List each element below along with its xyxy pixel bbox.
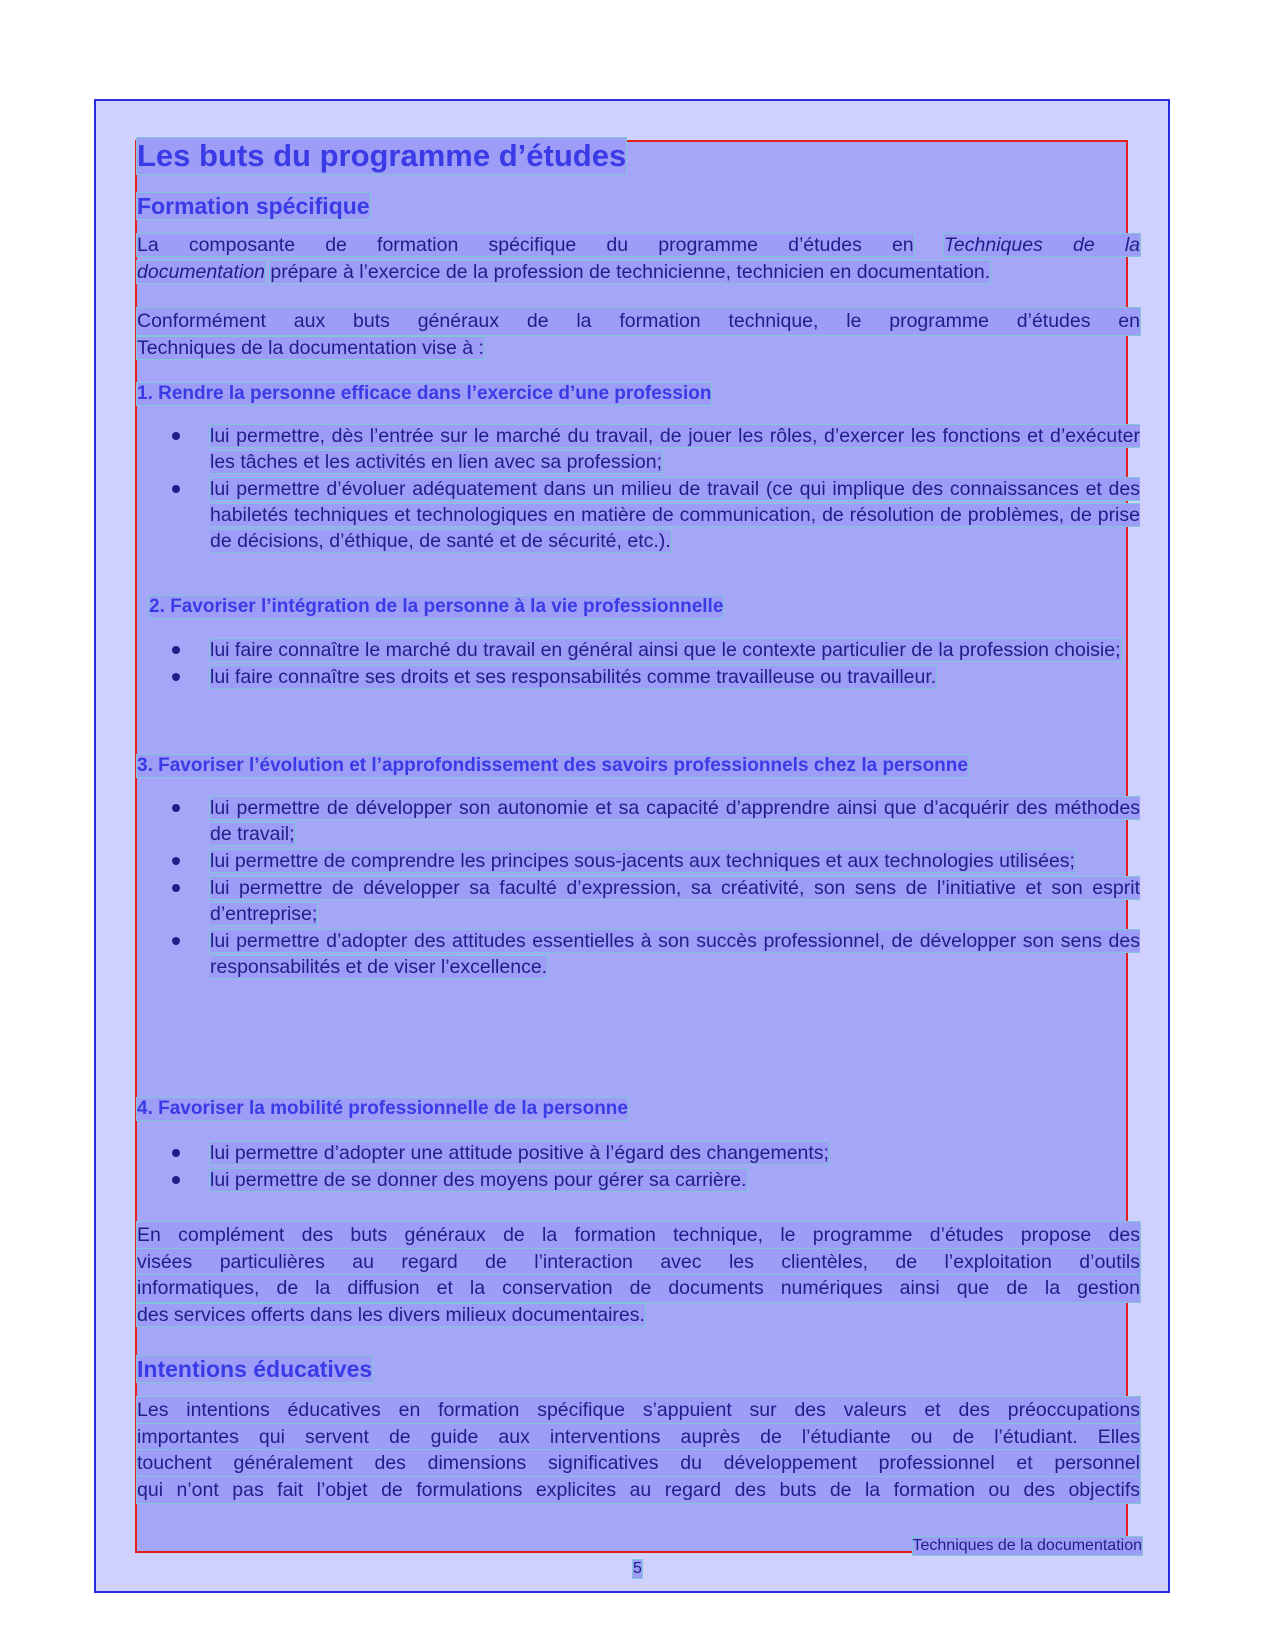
list-item: lui permettre de développer sa faculté d’expression, sa créativité, son sens de l’initiative et son esprit d’entreprise; — [170, 875, 1140, 927]
page-title: Les buts du programme d’études — [137, 138, 627, 173]
goal-4-heading: 4. Favoriser la mobilité professionnelle de la personne — [137, 1098, 628, 1119]
list-item: lui permettre d’adopter une attitude positive à l’égard des changements; — [170, 1140, 1140, 1166]
intentions-line: importantes qui servent de guide aux interventions auprès de l’étudiante ou de l’étudiant. Elles — [137, 1424, 1140, 1451]
section-heading-intentions-educatives: Intentions éducatives — [137, 1356, 373, 1382]
goal-2-heading: 2. Favoriser l’intégration de la personne à la vie professionnelle — [149, 596, 724, 617]
goal-3-heading: 3. Favoriser l’évolution et l’approfondissement des savoirs professionnels chez la personne — [137, 755, 968, 776]
goal-4-list — [170, 1140, 1140, 1194]
intentions-line: qui n’ont pas fait l’objet de formulations explicites au regard des buts de la formation ou des objectifs — [137, 1477, 1140, 1504]
bullet-icon — [172, 1176, 180, 1184]
intentions-paragraph — [137, 1397, 1140, 1503]
intro-paragraph-1 — [137, 232, 1140, 285]
goal-3-list — [170, 795, 1140, 981]
goal-1-list — [170, 423, 1140, 555]
list-item: lui permettre, dès l’entrée sur le marché du travail, de jouer les rôles, d’exercer les fonctions et d’exécuter les tâches et les activités en lien avec sa profession; — [170, 423, 1140, 475]
list-item: lui permettre de se donner des moyens pour gérer sa carrière. — [170, 1167, 1140, 1193]
complement-line: visées particulières au regard de l’interaction avec les clientèles, de l’exploitation d’outils — [137, 1249, 1140, 1276]
list-item: lui faire connaître ses droits et ses responsabilités comme travailleuse ou travailleur. — [170, 664, 1140, 690]
list-item: lui permettre d’évoluer adéquatement dans un milieu de travail (ce qui implique des connaissances et des habiletés techniques et technologiques en matière de communication, de résolution de problèmes, de prise de décisions, d’éthique, de santé et de sécurité, etc.). — [170, 476, 1140, 554]
bullet-icon — [172, 937, 180, 945]
intro-p2-line-2: Techniques de la documentation vise à : — [137, 336, 484, 359]
section-heading-formation-specifique: Formation spécifique — [137, 193, 370, 219]
goal-2-list — [170, 637, 1140, 691]
intro-paragraph-2 — [137, 308, 1140, 361]
list-item: lui permettre d’adopter des attitudes essentielles à son succès professionnel, de développer son sens des responsabilités et de viser l’excellence. — [170, 928, 1140, 980]
bullet-icon — [172, 884, 180, 892]
bullet-icon — [172, 804, 180, 812]
bullet-icon — [172, 485, 180, 493]
footer-program-title: Techniques de la documentation — [912, 1537, 1142, 1554]
bullet-icon — [172, 857, 180, 865]
page-number: 5 — [633, 1560, 642, 1577]
list-item: lui faire connaître le marché du travail en général ainsi que le contexte particulier de la profession choisie; — [170, 637, 1140, 663]
intentions-line: Les intentions éducatives en formation spécifique s’appuient sur des valeurs et des préoccupations — [137, 1397, 1140, 1424]
intro-p1-line-1: La composante de formation spécifique du programme d’études en Techniques de la — [137, 234, 1140, 256]
bullet-icon — [172, 1149, 180, 1157]
list-item: lui permettre de comprendre les principes sous-jacents aux techniques et aux technologies utilisées; — [170, 848, 1140, 874]
bullet-icon — [172, 673, 180, 681]
complement-line: des services offerts dans les divers milieux documentaires. — [137, 1303, 645, 1326]
intentions-line: touchent généralement des dimensions significatives du développement professionnel et personnel — [137, 1450, 1140, 1477]
goal-1-heading: 1. Rendre la personne efficace dans l’exercice d’une profession — [137, 383, 712, 404]
bullet-icon — [172, 432, 180, 440]
bullet-icon — [172, 646, 180, 654]
intro-p1-line-2: documentation prépare à l’exercice de la profession de technicienne, technicien en documentation. — [137, 260, 991, 283]
intro-p2-line-1: Conformément aux buts généraux de la formation technique, le programme d’études en — [137, 308, 1140, 335]
complement-paragraph — [137, 1222, 1140, 1328]
complement-line: informatiques, de la diffusion et la conservation de documents numériques ainsi que de la gestion — [137, 1275, 1140, 1302]
complement-line: En complément des buts généraux de la formation technique, le programme d’études propose des — [137, 1222, 1140, 1249]
list-item: lui permettre de développer son autonomie et sa capacité d’apprendre ainsi que d’acquérir des méthodes de travail; — [170, 795, 1140, 847]
